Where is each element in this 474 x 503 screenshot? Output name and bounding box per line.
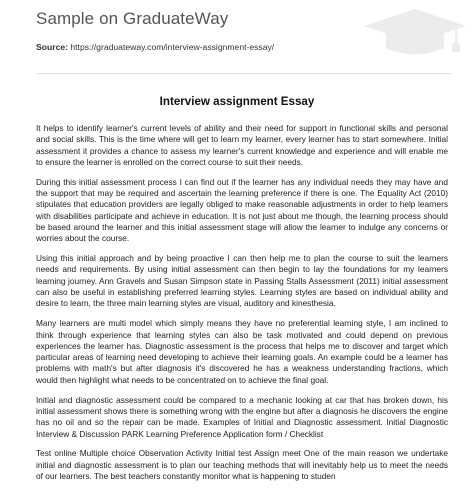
essay-paragraph: Test online Multiple choice Observation Activity Initial test Assign meet One of the main reason we undertake initial and diagnostic assessment is to plan our teaching methods that will inevitably help us to meet the needs of our learners. The best teachers constantly monitor what is happening to studen bbox=[36, 448, 448, 481]
essay-paragraph: It helps to identify learner's current levels of ability and their need for support in functional skills and personal and social skills. This is the time where will get to learn my learner, every learner has to start somewhere. Initial assessment it provides a chance to assess my learner's current knowledge and experience and will enable me to ensure the learner is enrolled on the correct course to suit their needs. bbox=[36, 123, 448, 167]
essay-body bbox=[36, 123, 448, 491]
essay-paragraph: Using this initial approach and by being proactive I can then help me to plan the course to suit the learners needs and requirements. By using initial assessment can then begin to lay the foundations for my learners learning journey. Ann Gravels and Susan Simpson state in Passing Stalls Assessment (2011) initial assessment can also be useful in establishing preferred learning styles. Learning styles are based on individual ability and desire to learn, the three main learning styles are visual, auditory and kinesthesia. bbox=[36, 253, 448, 309]
essay-title: Interview assignment Essay bbox=[159, 95, 315, 108]
essay-paragraph: Many learners are multi model which simply means they have no preferential learning style, I am inclined to think through experience that learning styles can also be task motivated and could depend on previous experiences the learner has. Diagnostic assessment is the process that helps me to discover and target which particular areas of learning need developing to achieve their learning goals. An example could be a learner has problems with math's but after diagnosis it's discovered he has a weakness understanding fractions, which would then highlight what needs to be concentrated on to achieve the final goal. bbox=[36, 318, 448, 385]
essay-paragraph: During this initial assessment process I can find out if the learner has any individual needs they may have and the support that may be required and ascertain the learning preference if there is one. The Equality Act (2010) stipulates that education providers are legally obliged to make reasonable adjustments in order to help learners with disabilities participate and achieve in education. It is not just about me though, the learning process should be based around the learner and this initial assessment stage will allow the learner to indulge any concerns or worries about the course. bbox=[36, 176, 448, 244]
source-url-link[interactable]: https://graduateway.com/interview-assignment-essay/ bbox=[70, 42, 275, 52]
header-divider bbox=[36, 73, 452, 74]
site-title: Sample on GraduateWay bbox=[36, 9, 229, 28]
source-line bbox=[36, 42, 274, 52]
essay-paragraph: Initial and diagnostic assessment could be compared to a mechanic looking at car that has broken down, his initial assessment shows there is something wrong with the engine but after a diagnosis he discovers the engine has no oil and so the repair can be made. Examples of Initial and Diagnostic assessment. Initial Diagnostic Interview & Discussion PARK Learning Preference Application form / Checklist bbox=[36, 394, 448, 439]
page-header bbox=[0, 0, 474, 62]
source-label: Source: bbox=[36, 42, 68, 52]
graduation-cap-icon bbox=[362, 6, 468, 58]
